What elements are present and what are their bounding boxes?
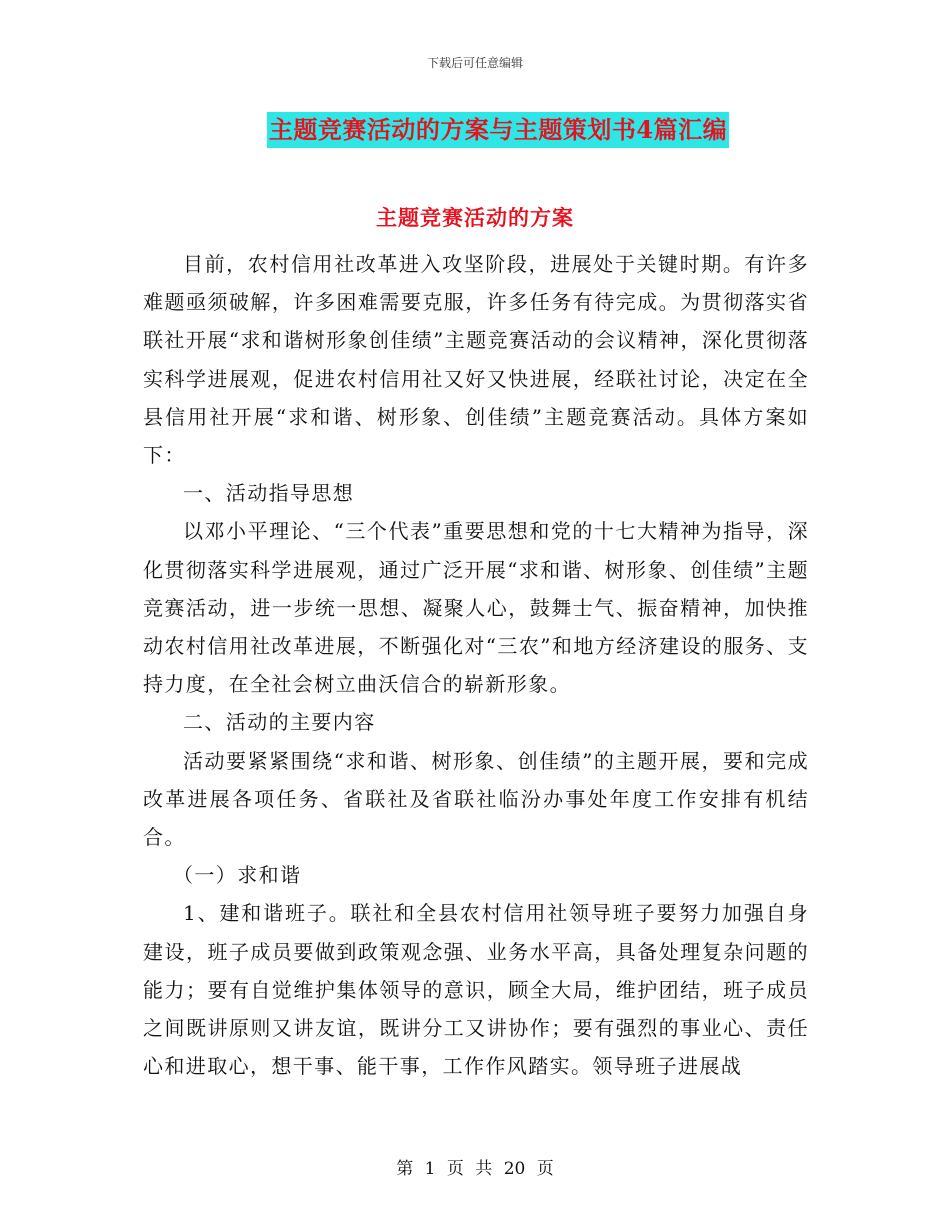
paragraph-guiding-ideology: 以邓小平理论、“三个代表”重要思想和党的十七大精神为指导，深化贯彻落实科学进展观，通过广泛开展“求和谐、树形象、创佳绩”主题竞赛活动，进一步统一思想、凝聚人心，鼓舞士气、振奋精神，加快推动农村信用社改革进展，不断强化对“三农”和地方经济建设的服务、支持力度，在全社会树立曲沃信合的崭新形象。 — [143, 519, 809, 697]
heading-main-content: 二、活动的主要内容 — [183, 710, 376, 735]
paragraph-intro: 目前，农村信用社改革进入攻坚阶段，进展处于关键时期。有许多难题亟须破解，许多困难需要克服，许多任务有待完成。为贯彻落实省联社开展“求和谐树形象创佳绩”主题竞赛活动的会议精神，深化贯彻落实科学进展观，促进农村信用社又好又快进展，经联社讨论，决定在全县信用社开展“求和谐、树形象、创佳绩”主题竞赛活动。具体方案如下： — [143, 252, 809, 468]
document-body — [143, 245, 809, 1085]
section-title: 主题竞赛活动的方案 — [376, 205, 574, 230]
subheading-harmony: （一）求和谐 — [173, 863, 302, 888]
paragraph-main-content: 活动要紧紧围绕“求和谐、树形象、创佳绩”的主题开展，要和完成改革进展各项任务、省联社及省联社临汾办事处年度工作安排有机结合。 — [143, 748, 809, 850]
document-title-container — [0, 112, 950, 148]
paragraph-harmonious-team: 1、建和谐班子。联社和全县农村信用社领导班子要努力加强自身建设，班子成员要做到政策观念强、业务水平高，具备处理复杂问题的能力；要有自觉维护集体领导的意识，顾全大局，维护团结，班子成员之间既讲原则又讲友谊，既讲分工又讲协作；要有强烈的事业心、责任心和进取心，想干事、能干事，工作作风踏实。领导班子进展战 — [143, 901, 809, 1079]
document-title: 主题竞赛活动的方案与主题策划书4篇汇编 — [267, 112, 729, 148]
page-footer: 第 1 页 共 20 页 — [396, 1159, 554, 1179]
heading-guiding-ideology: 一、活动指导思想 — [183, 481, 355, 506]
header-note: 下载后可任意编辑 — [426, 56, 523, 70]
